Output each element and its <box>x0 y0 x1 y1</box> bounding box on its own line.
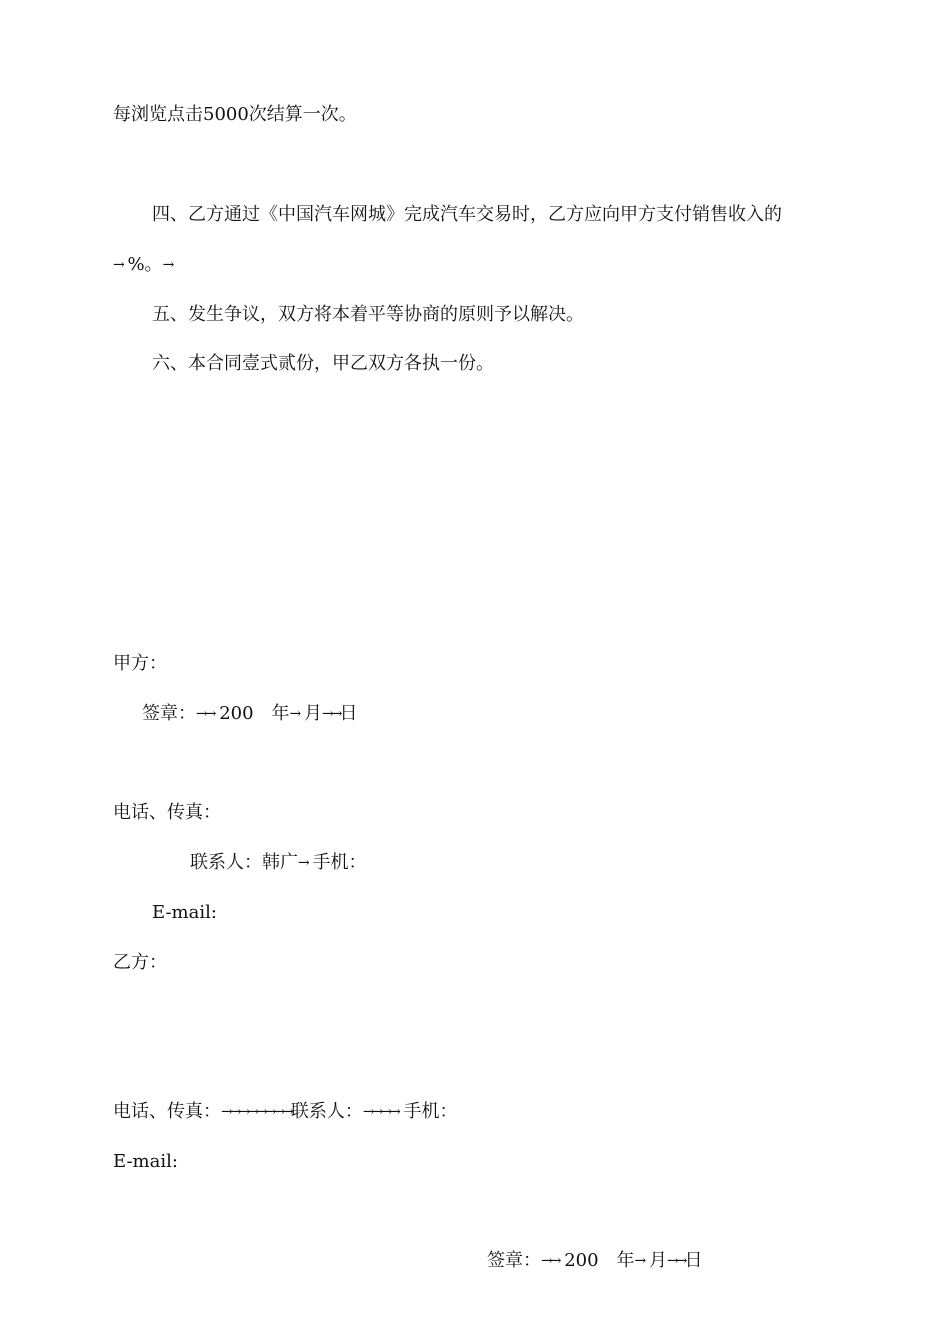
tab-arrow-icon: → <box>289 706 299 722</box>
party-b-email: E-mail: <box>113 1151 178 1172</box>
tab-arrow-icon: → <box>330 706 340 722</box>
tab-arrow-icon: → <box>549 1253 559 1269</box>
tab-arrow-icon: → <box>380 1104 390 1120</box>
tab-arrow-icon: → <box>221 1104 230 1120</box>
tab-arrow-icon: → <box>675 1253 685 1269</box>
tab-arrow-icon: → <box>371 1104 381 1120</box>
tab-arrow-icon: → <box>322 706 331 722</box>
contact-label: 联系人：韩广 <box>190 852 298 873</box>
tab-arrow-icon: → <box>389 1104 398 1120</box>
tab-arrow-icon: → <box>282 1104 291 1120</box>
month-text: 月 <box>643 1250 668 1271</box>
seal-label: 签章： <box>142 703 196 724</box>
year-text: 200 年 <box>558 1250 635 1271</box>
party-a-contact-line <box>190 851 366 875</box>
tab-arrow-icon: → <box>634 1253 644 1269</box>
phone-fax-label: 电话、传真： <box>113 1101 221 1122</box>
party-b-seal-line <box>487 1249 702 1273</box>
tab-arrow-icon: → <box>667 1253 676 1269</box>
month-text: 月 <box>298 703 323 724</box>
tab-arrow-icon: → <box>264 1104 274 1120</box>
day-text: 日 <box>339 703 358 724</box>
tab-arrow-icon: → <box>541 1253 550 1269</box>
tab-arrow-icon: → <box>204 706 214 722</box>
contact-label: 联系人： <box>290 1101 363 1122</box>
tab-arrow-icon: → <box>247 1104 256 1120</box>
tab-arrow-icon: → <box>298 855 307 871</box>
tab-arrow-icon: → <box>113 257 122 273</box>
tab-arrow-icon: → <box>162 257 172 273</box>
party-a-email: E-mail: <box>152 902 217 923</box>
tab-arrow-icon: → <box>255 1104 265 1120</box>
tab-arrow-icon: → <box>229 1104 239 1120</box>
tab-arrow-icon: → <box>362 1104 372 1120</box>
billing-text: 每浏览点击5000次结算一次。 <box>113 104 357 125</box>
party-a-label: 甲方： <box>113 653 167 674</box>
clause-5: 五、发生争议，双方将本着平等协商的原则予以解决。 <box>152 304 584 325</box>
year-text: 200 年 <box>213 703 290 724</box>
seal-label: 签章： <box>487 1250 541 1271</box>
party-a-phone-fax: 电话、传真： <box>113 802 221 823</box>
party-a-seal-line <box>142 702 357 726</box>
mobile-label: 手机： <box>397 1101 458 1122</box>
clause-4-line-1: 四、乙方通过《中国汽车网城》完成汽车交易时，乙方应向甲方支付销售收入的 <box>152 204 782 225</box>
day-text: 日 <box>684 1250 703 1271</box>
mobile-label: 手机： <box>306 852 367 873</box>
clause-6: 六、本合同壹式贰份，甲乙双方各执一份。 <box>152 353 494 374</box>
tab-arrow-icon: → <box>273 1104 283 1120</box>
party-b-contact-line <box>113 1100 458 1124</box>
clause-4-line-2 <box>113 253 171 277</box>
tab-arrow-icon: → <box>238 1104 248 1120</box>
tab-arrow-icon: → <box>196 706 205 722</box>
party-b-label: 乙方： <box>113 952 167 973</box>
percent-text: %。 <box>121 254 163 275</box>
